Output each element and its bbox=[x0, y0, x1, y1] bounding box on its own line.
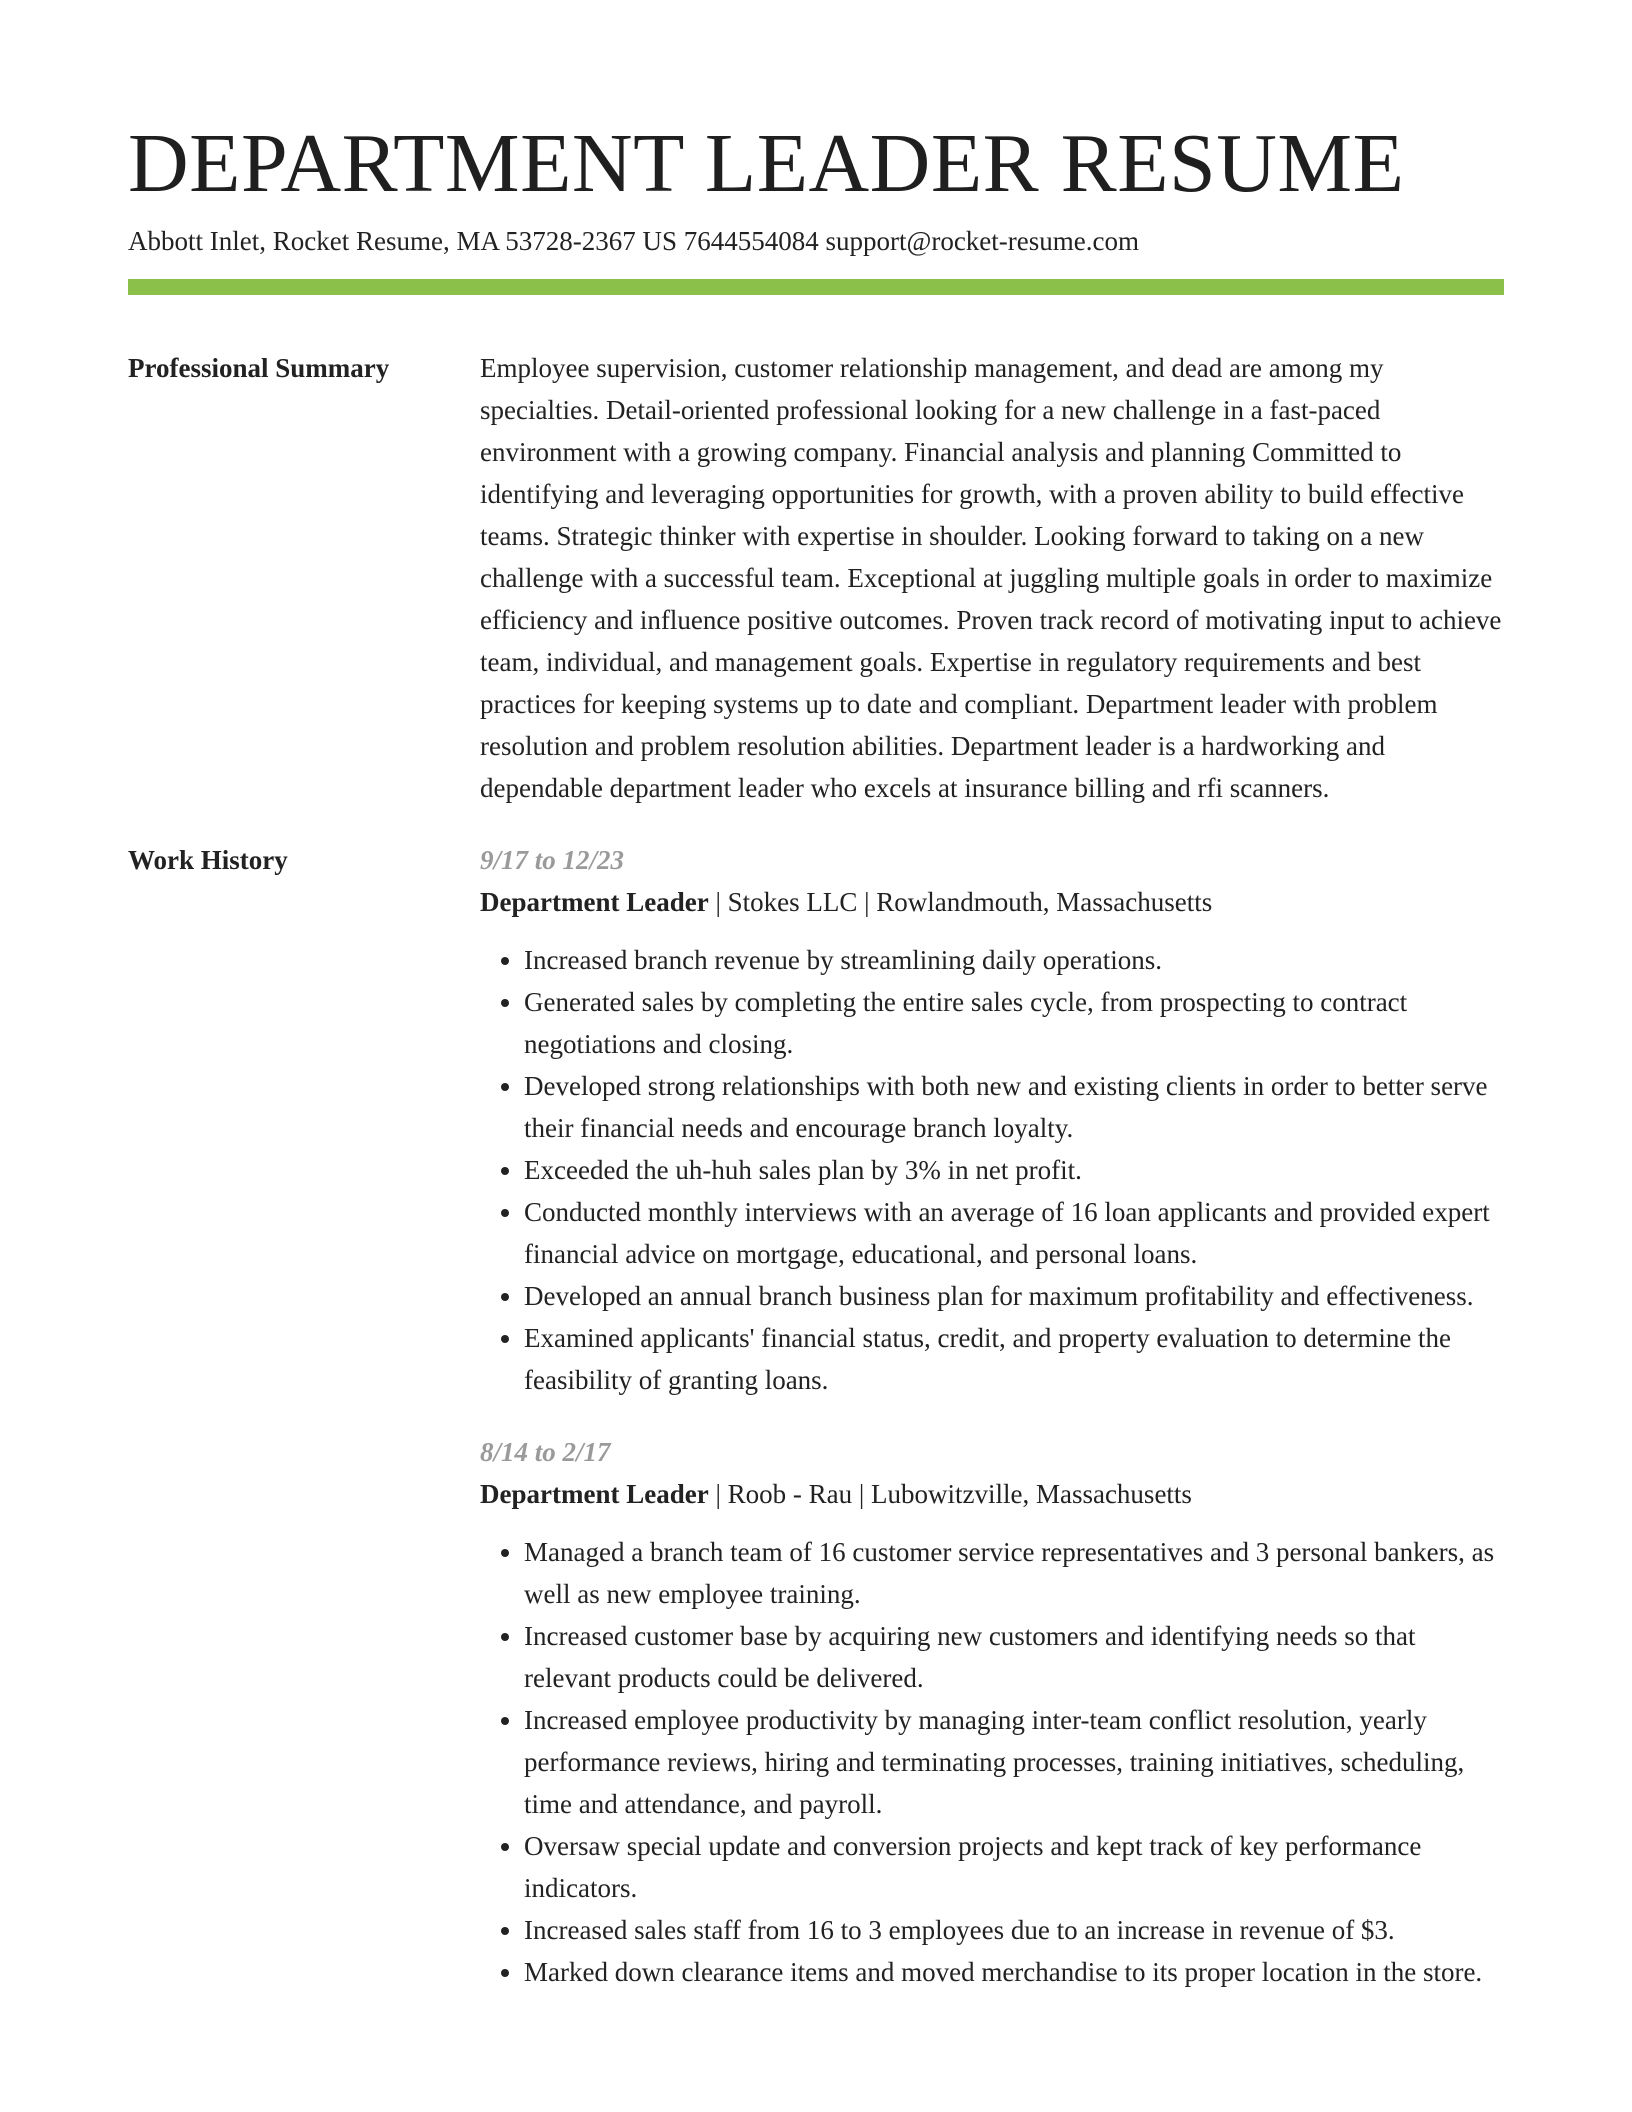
job-title-line bbox=[480, 1473, 1504, 1515]
work-history-section bbox=[128, 839, 1504, 2023]
resume-page bbox=[128, 118, 1504, 2023]
job-entry bbox=[480, 1431, 1504, 1993]
list-item: • Increased customer base by acquiring new customers and identifying needs so that relevant products could be delivered. bbox=[524, 1615, 1504, 1699]
job-company-location: | Stokes LLC | Rowlandmouth, Massachusetts bbox=[708, 887, 1213, 918]
work-history-heading: Work History bbox=[128, 845, 288, 876]
summary-heading: Professional Summary bbox=[128, 353, 390, 384]
list-item: • Increased employee productivity by managing inter-team conflict resolution, yearly performance reviews, hiring and terminating processes, training initiatives, scheduling, time and attendance, and payroll. bbox=[524, 1699, 1504, 1825]
list-item: • Increased sales staff from 16 to 3 employees due to an increase in revenue of $3. bbox=[524, 1909, 1504, 1951]
job-bullets bbox=[480, 1531, 1504, 1993]
job-position: Department Leader bbox=[480, 887, 709, 918]
list-item: • Developed strong relationships with both new and existing clients in order to better serve their financial needs and encourage branch loyalty. bbox=[524, 1065, 1504, 1149]
list-item: • Increased branch revenue by streamlining daily operations. bbox=[524, 939, 1504, 981]
job-title-line bbox=[480, 881, 1504, 923]
summary-text: Employee supervision, customer relationship management, and dead are among my specialties. Detail-oriented professional looking for a new challenge in a fast-paced environment with a growing company. Financial analysis and planning Committed to identifying and leveraging opportunities for growth, with a proven ability to build effective teams. Strategic thinker with expertise in shoulder. Looking forward to taking on a new challenge with a successful team. Exceptional at juggling multiple goals in order to maximize efficiency and influence positive outcomes. Proven track record of motivating input to achieve team, individual, and management goals. Expertise in regulatory requirements and best practices for keeping systems up to date and compliant. Department leader with problem resolution and problem resolution abilities. Department leader is a hardworking and dependable department leader who excels at insurance billing and rfi scanners. bbox=[480, 353, 1502, 804]
job-dates: 8/14 to 2/17 bbox=[480, 1437, 611, 1468]
resume-title: DEPARTMENT LEADER RESUME bbox=[128, 117, 1405, 210]
list-item: • Developed an annual branch business plan for maximum profitability and effectiveness. bbox=[524, 1275, 1504, 1317]
job-bullets bbox=[480, 939, 1504, 1401]
list-item: • Managed a branch team of 16 customer service representatives and 3 personal bankers, as well as new employee training. bbox=[524, 1531, 1504, 1615]
job-position: Department Leader bbox=[480, 1479, 709, 1510]
accent-divider bbox=[128, 279, 1504, 295]
job-dates: 9/17 to 12/23 bbox=[480, 845, 625, 876]
job-entry bbox=[480, 839, 1504, 1401]
list-item: • Conducted monthly interviews with an average of 16 loan applicants and provided expert financial advice on mortgage, educational, and personal loans. bbox=[524, 1191, 1504, 1275]
list-item: • Generated sales by completing the entire sales cycle, from prospecting to contract negotiations and closing. bbox=[524, 981, 1504, 1065]
list-item: • Examined applicants' financial status, credit, and property evaluation to determine the feasibility of granting loans. bbox=[524, 1317, 1504, 1401]
summary-section bbox=[128, 347, 1504, 809]
list-item: • Marked down clearance items and moved merchandise to its proper location in the store. bbox=[524, 1951, 1504, 1993]
contact-line: Abbott Inlet, Rocket Resume, MA 53728-2367 US 7644554084 support@rocket-resume.com bbox=[128, 226, 1139, 257]
list-item: • Exceeded the uh-huh sales plan by 3% in net profit. bbox=[524, 1149, 1504, 1191]
job-company-location: | Roob - Rau | Lubowitzville, Massachusetts bbox=[708, 1479, 1192, 1510]
list-item: • Oversaw special update and conversion projects and kept track of key performance indicators. bbox=[524, 1825, 1504, 1909]
